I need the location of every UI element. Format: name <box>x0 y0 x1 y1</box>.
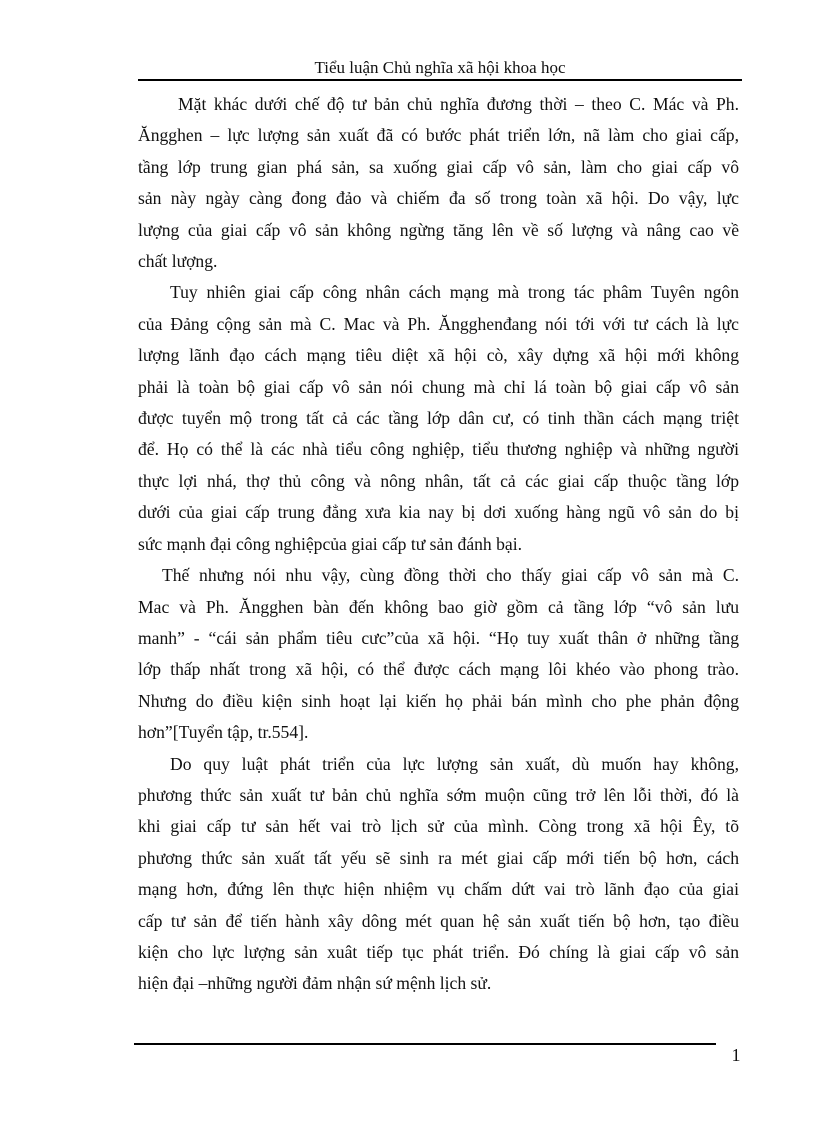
text-line: Mặt khác dưới chế độ tư bản chủ nghĩa đương thời – theo C. Mác và Ph. <box>178 94 739 114</box>
body-text <box>138 89 739 1000</box>
paragraph <box>138 277 739 560</box>
text-line: Mac và Ph. Ăngghen bàn đến không bao giờ gồm cả tầng lớp “vô sản lưu <box>138 596 739 617</box>
text-line: để. Họ có thể là các nhà tiểu công nghiệp, tiểu thương nghiệp và những người <box>138 439 739 460</box>
footer-divider <box>134 1043 716 1045</box>
paragraph <box>138 749 739 1000</box>
text-line: lượng của giai cấp vô sản không ngừng tăng lên về số lượng và nâng cao về <box>138 219 739 240</box>
text-line: Ăngghen – lực lượng sản xuất đã có bước phát triển lớn, nã làm cho giai cấp, <box>138 125 739 146</box>
paragraph <box>138 560 739 748</box>
text-line: Nhưng do điều kiện sinh hoạt lại kiến họ phải bán mình cho phe phản động <box>138 690 739 711</box>
text-line: thực lợi nhá, thợ thủ công và nông nhân, tất cả các giai cấp thuộc tầng lớp <box>138 470 739 491</box>
text-line: hơn”[Tuyển tập, tr.554]. <box>138 722 309 743</box>
text-line: lượng lãnh đạo cách mạng tiêu diệt xã hội cò, xây dựng xã hội mới không <box>138 345 739 366</box>
text-line: hiện đại –những người đảm nhận sứ mệnh lịch sử. <box>138 973 492 994</box>
text-line: lớp thấp nhất trong xã hội, có thể được cách mạng lôi khéo vào phong trào. <box>138 659 739 680</box>
text-line: mạng hơn, đứng lên thực hiện nhiệm vụ chấm dứt vai trò lãnh đạo của giai <box>138 879 739 900</box>
text-line: Thế nhưng nói nhu vậy, cùng đồng thời cho thấy giai cấp vô sản mà C. <box>162 565 739 586</box>
text-line: chất lượng. <box>138 251 218 272</box>
text-line: dưới của giai cấp trung đẳng xưa kia nay bị dơi xuống hàng ngũ vô sản do bị <box>138 502 739 523</box>
text-line: sức mạnh đại công nghiệpcủa giai cấp tư sản đánh bại. <box>138 533 523 554</box>
page-number: 1 <box>731 1045 741 1065</box>
text-line: Tuy nhiên giai cấp công nhân cách mạng mà trong tác phâm Tuyên ngôn <box>170 282 739 303</box>
text-line: được tuyển mộ trong tất cả các tầng lớp dân cư, có tinh thần cách mạng triệt <box>138 408 739 429</box>
text-line: kiện cho lực lượng sản xuât tiếp tục phát triển. Đó chíng là giai cấp vô sản <box>138 941 739 962</box>
text-line: tầng lớp trung gian phá sản, sa xuống giai cấp vô sản, làm cho giai cấp vô <box>138 156 739 177</box>
text-line: khi giai cấp tư sản hết vai trò lịch sử của mình. Còng trong xã hội Êy, tõ <box>138 816 739 837</box>
text-line: cấp tư sản để tiến hành xây dông mét quan hệ sản xuất tiến bộ hơn, tạo điều <box>138 910 739 931</box>
text-line: phương thức sản xuất tất yếu sẽ sinh ra mét giai cấp mới tiến bộ hơn, cách <box>138 847 739 868</box>
text-line: Do quy luật phát triển của lực lượng sản xuất, dù muốn hay không, <box>170 753 739 774</box>
text-line: manh” - “cái sản phẩm tiêu cưc”của xã hội. “Họ tuy xuất thân ở những tầng <box>138 627 739 648</box>
text-line: phương thức sản xuất tư bản chủ nghĩa sớm muộn cũng trở lên lỗi thời, đó là <box>138 784 739 805</box>
text-line: phải là toàn bộ giai cấp vô sản nói chung mà chỉ lá toàn bộ giai cấp vô sản <box>138 376 739 397</box>
running-header-title: Tiểu luận Chủ nghĩa xã hội khoa học <box>314 58 566 77</box>
text-line: của Đảng cộng sản mà C. Mac và Ph. Ăngghenđang nói tới với tư cách là lực <box>138 313 739 334</box>
paragraph <box>138 89 739 277</box>
text-line: sản này ngày càng đong đảo và chiếm đa số trong toàn xã hội. Do vậy, lực <box>138 188 739 209</box>
header-divider <box>138 79 742 81</box>
